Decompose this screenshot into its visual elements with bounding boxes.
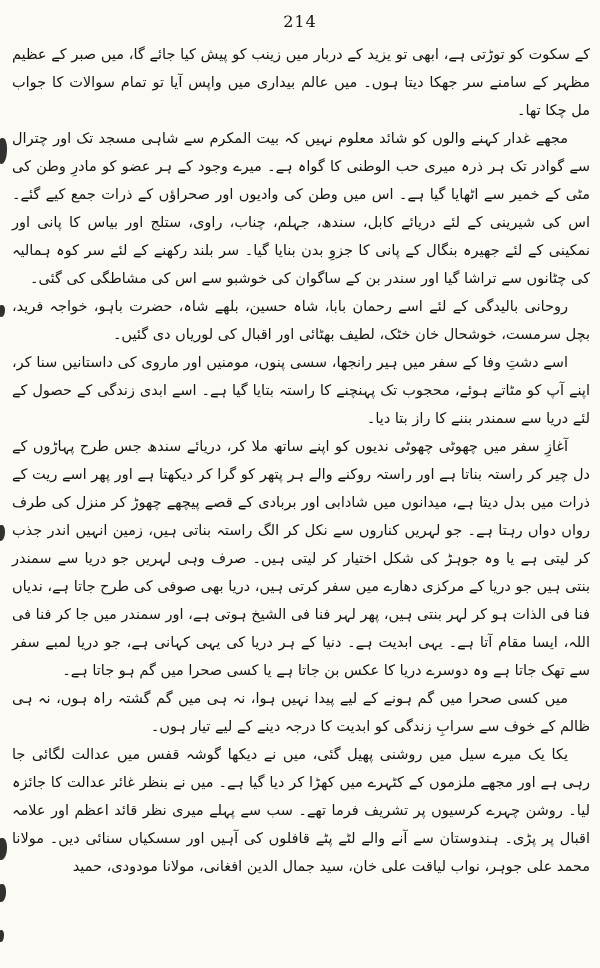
paragraph: اسے دشتِ وفا کے سفر میں ہیر رانجھا، سسی پنوں، مومنیں اور ماروی کی داستانیں سنا کر، اپنے آپ کو مٹاتے ہوئے، محجوب تک پہنچنے کا راستہ بتایا گیا ہے۔ اسے ابدی زندگی کے حصول کے لئے دریا سے سمندر بننے کا راز بتا دیا۔ xyxy=(12,355,590,427)
text-body xyxy=(0,31,600,881)
scan-artifact xyxy=(0,884,6,902)
page-number: 214 xyxy=(283,12,317,31)
paragraph: کے سکوت کو توڑتی ہے، ابھی تو یزید کے دربار میں زینب کو پیش کیا جائے گا، میں صبر کے عظیم مظہر کے سامنے سر جھکا دیتا ہوں۔ میں عالم بیداری میں واپس آیا تو تمام سوالات کا جواب مل چکا تھا۔ xyxy=(12,47,590,119)
paragraph: یکا یک میرے سیل میں روشنی پھیل گئی، میں نے دیکھا گوشہ قفس میں عدالت لگائی جا رہی ہے اور مجھے ملزموں کے کٹہرے میں کھڑا کر دیا گیا ہے۔ میں نے بنظر غائر عدالت کا جائزہ لیا۔ روشن چہرے کرسیوں پر تشریف فرما تھے۔ سب سے پہلے میری نظر قائد اعظم اور علامہ اقبال پر پڑی۔ ہندوستان سے آنے والے لٹے پٹے قافلوں کی آہیں اور سسکیاں سنائی دیں۔ مولانا محمد علی جوہر، نواب لیاقت علی خان، سید جمال الدین افغانی، مولانا مودودی، حمید xyxy=(12,747,590,875)
paragraph: آغازِ سفر میں چھوٹی چھوٹی ندیوں کو اپنے ساتھ ملا کر، دریائے سندھ جس طرح پہاڑوں کے دل چیر کر راستہ بناتا ہے اور راستہ روکنے والے ہر پتھر کو گرا کر دیکھتا ہے اور پھر اسے ریت کے ذرات میں بدل دیتا ہے، میدانوں میں شادابی اور بربادی کے قصے پیچھے چھوڑ کر منزل کی طرف رواں دواں رہتا ہے۔ جو لہریں کناروں سے نکل کر الگ راستہ بناتی ہیں، زمین انہیں اندر جذب کر لیتی ہے یا وہ جوہڑ کی شکل اختیار کر لیتی ہیں۔ صرف وہی لہریں جو دریا سے سمندر بنتی ہیں جو دریا کے مرکزی دھارے میں سفر کرتی ہیں، دریا بھی صوفی کی طرح جاتا ہے، ندیاں فنا فی الذات ہو کر لہر بنتی ہیں، پھر لہر فنا فی الشیخ ہوتی ہے، اور سمندر میں جا کر فنا فی اللہ، ایسا مقام آتا ہے۔ یہی ابدیت ہے۔ دنیا کے ہر دریا کی یہی کہانی ہے، جو دریا لمبے سفر سے تھک جاتا ہے وہ دوسرے دریا کا عکس بن جاتا ہے یا کسی صحرا میں گم ہو جاتا ہے۔ xyxy=(12,439,590,679)
scan-artifact xyxy=(0,930,4,942)
paragraph: مجھے غدار کہنے والوں کو شائد معلوم نہیں کہ بیت المکرم سے شاہی مسجد تک اور چترال سے گوادر تک ہر ذرہ میری حب الوطنی کا گواہ ہے۔ میرے وجود کے ہر عضو کو مادرِ وطن کی مٹی کے خمیر سے اٹھایا گیا ہے۔ اس میں وطن کی وادیوں اور صحراؤں کے ذرات جمع کیے گئے۔ اس کی شیرینی کے لئے دریائے کابل، سندھ، جہلم، چناب، راوی، ستلج اور بیاس کا پانی اور نمکینی کے لئے جھیرہ بنگال کے پانی کا جزوِ بدن بنایا گیا۔ سر بلند رکھنے کے لئے سر کوہ ہمالیہ کی چٹانوں سے تراشا گیا اور سندر بن کے ساگوان کی خوشبو سے اس کی مشاطگی کی گئی۔ xyxy=(12,131,590,287)
paragraph: میں کسی صحرا میں گم ہونے کے لیے پیدا نہیں ہوا، نہ ہی میں گم گشتہ راہ ہوں، نہ ہی ظالم کے خوف سے سرابِ زندگی کو ابدیت کا درجہ دینے کے لیے تیار ہوں۔ xyxy=(12,691,590,735)
paragraph: روحانی بالیدگی کے لئے اسے رحمان بابا، شاہ حسین، بلھے شاہ، حضرت باہو، خواجہ فرید، بچل سرمست، خوشحال خان خٹک، لطیف بھٹائی اور اقبال کی لوریاں دی گئیں۔ xyxy=(12,299,590,343)
